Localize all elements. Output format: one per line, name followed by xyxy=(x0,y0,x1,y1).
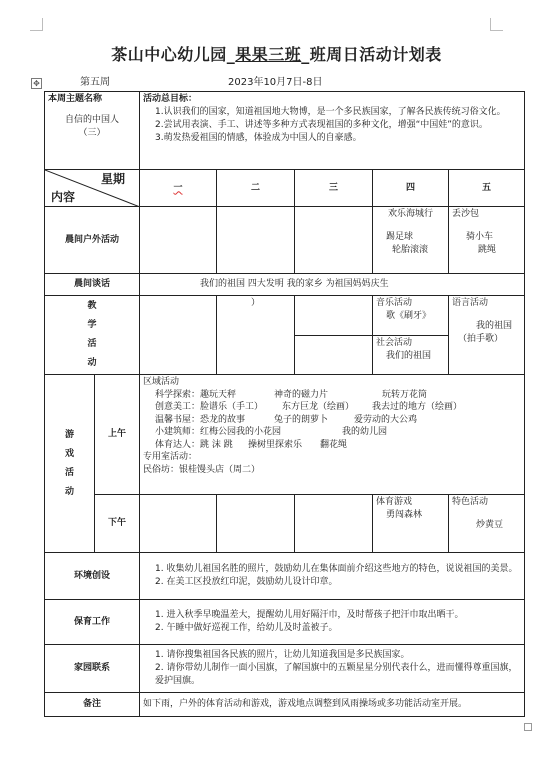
day-friday: 五 xyxy=(449,170,525,207)
header-content-label: 内容 xyxy=(51,190,76,204)
area-building: 小建筑师：红梅公园我的小花园 我的幼儿园 xyxy=(155,427,388,437)
wed-outdoor-cell xyxy=(295,207,373,274)
teaching-label: 教 学 活 动 xyxy=(45,296,140,375)
wed-teaching-cell-b xyxy=(295,335,373,375)
notes-content: 如下雨，户外的体育活动和游戏，游戏地点调整到风雨操场或多功能活动室开展。 xyxy=(140,693,525,717)
area-art: 创意美工：脸谱乐（手工） 东方巨龙（绘画） 我去过的地方（绘画） xyxy=(155,402,463,412)
area-science: 科学探索：趣玩天秤 神奇的磁力片 玩转万花筒 xyxy=(155,389,428,400)
mon-teaching-cell xyxy=(140,296,217,375)
family-row xyxy=(45,645,525,693)
special-room-label: 专用室活动： xyxy=(143,452,198,462)
morning-talk-row xyxy=(45,274,525,296)
mon-outdoor-cell xyxy=(140,207,217,274)
games-afternoon-row xyxy=(45,495,525,553)
notes-label: 备注 xyxy=(45,693,140,717)
weekly-plan-table xyxy=(44,91,525,717)
family-label: 家园联系 xyxy=(45,645,140,693)
fri-pm-cell: 特色活动 炒黄豆 xyxy=(449,495,525,553)
environment-content: 1. 收集幼儿祖国名胜的照片，鼓励幼儿在集体面前介绍这些地方的特色，说说祖国的美景。 2. 在美工区投放红印泥，鼓励幼儿设计印章。 xyxy=(140,553,525,600)
morning-outdoor-label: 晨间户外活动 xyxy=(45,207,140,274)
theme-label: 本周主题名称 xyxy=(48,94,103,104)
page-corner-mark xyxy=(490,18,503,31)
theme-part: （三） xyxy=(78,128,106,138)
goal-item: 1.认识我们的国家，知道祖国地大物博，是一个多民族国家，了解各民族传统习俗文化。 xyxy=(155,107,506,117)
folk-activity: 民俗坊：银桂馒头店（周二） xyxy=(143,464,261,475)
environment-label: 环境创设 xyxy=(45,553,140,600)
day-header-corner xyxy=(45,170,140,207)
day-header-row xyxy=(45,170,525,207)
goal-item: 2.尝试用表演、手工、讲述等多种方式表现祖国的多种文化，增强“中国娃”的意识。 xyxy=(155,120,488,130)
table-move-handle-icon[interactable]: ✥ xyxy=(31,78,42,89)
tue-pm-cell xyxy=(217,495,295,553)
day-monday: 一 xyxy=(140,170,217,207)
goals-cell xyxy=(140,92,525,170)
games-am-label: 上午 xyxy=(95,375,140,495)
school-name: 茶山中心幼儿园 xyxy=(111,45,227,64)
family-content: 1. 请你搜集祖国各民族的照片，让幼儿知道我国是多民族国家。 2. 请你带幼儿制作一面小国旗，了解国旗中的五颗星星分别代表什么，进而懂得尊重国旗，爱护国旗。 xyxy=(140,645,525,693)
page-corner-mark xyxy=(30,18,43,31)
care-label: 保育工作 xyxy=(45,600,140,645)
games-pm-label: 下午 xyxy=(95,495,140,553)
morning-talk-content: 我们的祖国 四大发明 我的家乡 为祖国妈妈庆生 xyxy=(140,274,525,296)
notes-row xyxy=(45,693,525,717)
goal-item: 3.萌发热爱祖国的情感，体验成为中国人的自豪感。 xyxy=(155,133,362,143)
morning-outdoor-row xyxy=(45,207,525,274)
area-sports: 体育达人：跳 沫 跳 操树里探索乐 翻花绳 xyxy=(155,439,348,450)
tue-teaching-cell: ） xyxy=(217,296,295,375)
care-row xyxy=(45,600,525,645)
thu-teaching-cell-b: 社会活动 我们的祖国 xyxy=(373,335,449,375)
page-title: 茶山中心幼儿园_果果三班_班周日活动计划表 xyxy=(111,45,442,64)
fri-teaching-cell: 语言活动 我的祖国 （拍手歌） xyxy=(449,296,525,375)
theme-row xyxy=(45,92,525,170)
wed-teaching-cell-a xyxy=(295,296,373,336)
tue-outdoor-cell xyxy=(217,207,295,274)
day-tuesday: 二 xyxy=(217,170,295,207)
games-label: 游 戏 活 动 xyxy=(45,375,95,553)
teaching-row-a xyxy=(45,296,525,336)
area-title: 区域活动 xyxy=(143,377,180,387)
fri-outdoor-cell: 丢沙包 骑小车 跳绳 xyxy=(449,207,525,274)
care-content: 1. 进入秋季早晚温差大，提醒幼儿用好隔汗巾，及时帮孩子把汗巾取出晒干。 2. 午睡中做好巡视工作，给幼儿及时盖被子。 xyxy=(140,600,525,645)
header-weekday-label: 星期 xyxy=(101,172,126,186)
day-thursday: 四 xyxy=(373,170,449,207)
thu-outdoor-cell: 欢乐海城行 踢足球 轮胎滚滚 xyxy=(373,207,449,274)
thu-teaching-cell-a: 音乐活动 歌《刷牙》 xyxy=(373,296,449,336)
wed-pm-cell xyxy=(295,495,373,553)
mon-pm-cell xyxy=(140,495,217,553)
games-morning-row xyxy=(45,375,525,495)
day-wednesday: 三 xyxy=(295,170,373,207)
table-resize-handle[interactable] xyxy=(524,723,532,731)
week-number: 第五周 xyxy=(80,77,110,88)
thu-pm-cell: 体育游戏 勇闯森林 xyxy=(373,495,449,553)
date-range: 2023年10月7日-8日 xyxy=(228,77,323,88)
area-books: 温馨书屋：恐龙的故事 兔子的朗萝卜 爱劳动的大公鸡 xyxy=(155,414,418,425)
title-suffix: 班周日活动计划表 xyxy=(309,45,442,64)
morning-talk-label: 晨间谈话 xyxy=(45,274,140,296)
goals-label: 活动总目标： xyxy=(143,94,198,104)
environment-row xyxy=(45,553,525,600)
theme-cell xyxy=(45,92,140,170)
area-activities-cell xyxy=(140,375,525,495)
theme-name: 自信的中国人 xyxy=(65,115,120,125)
class-name: 果果三班 xyxy=(235,45,302,64)
